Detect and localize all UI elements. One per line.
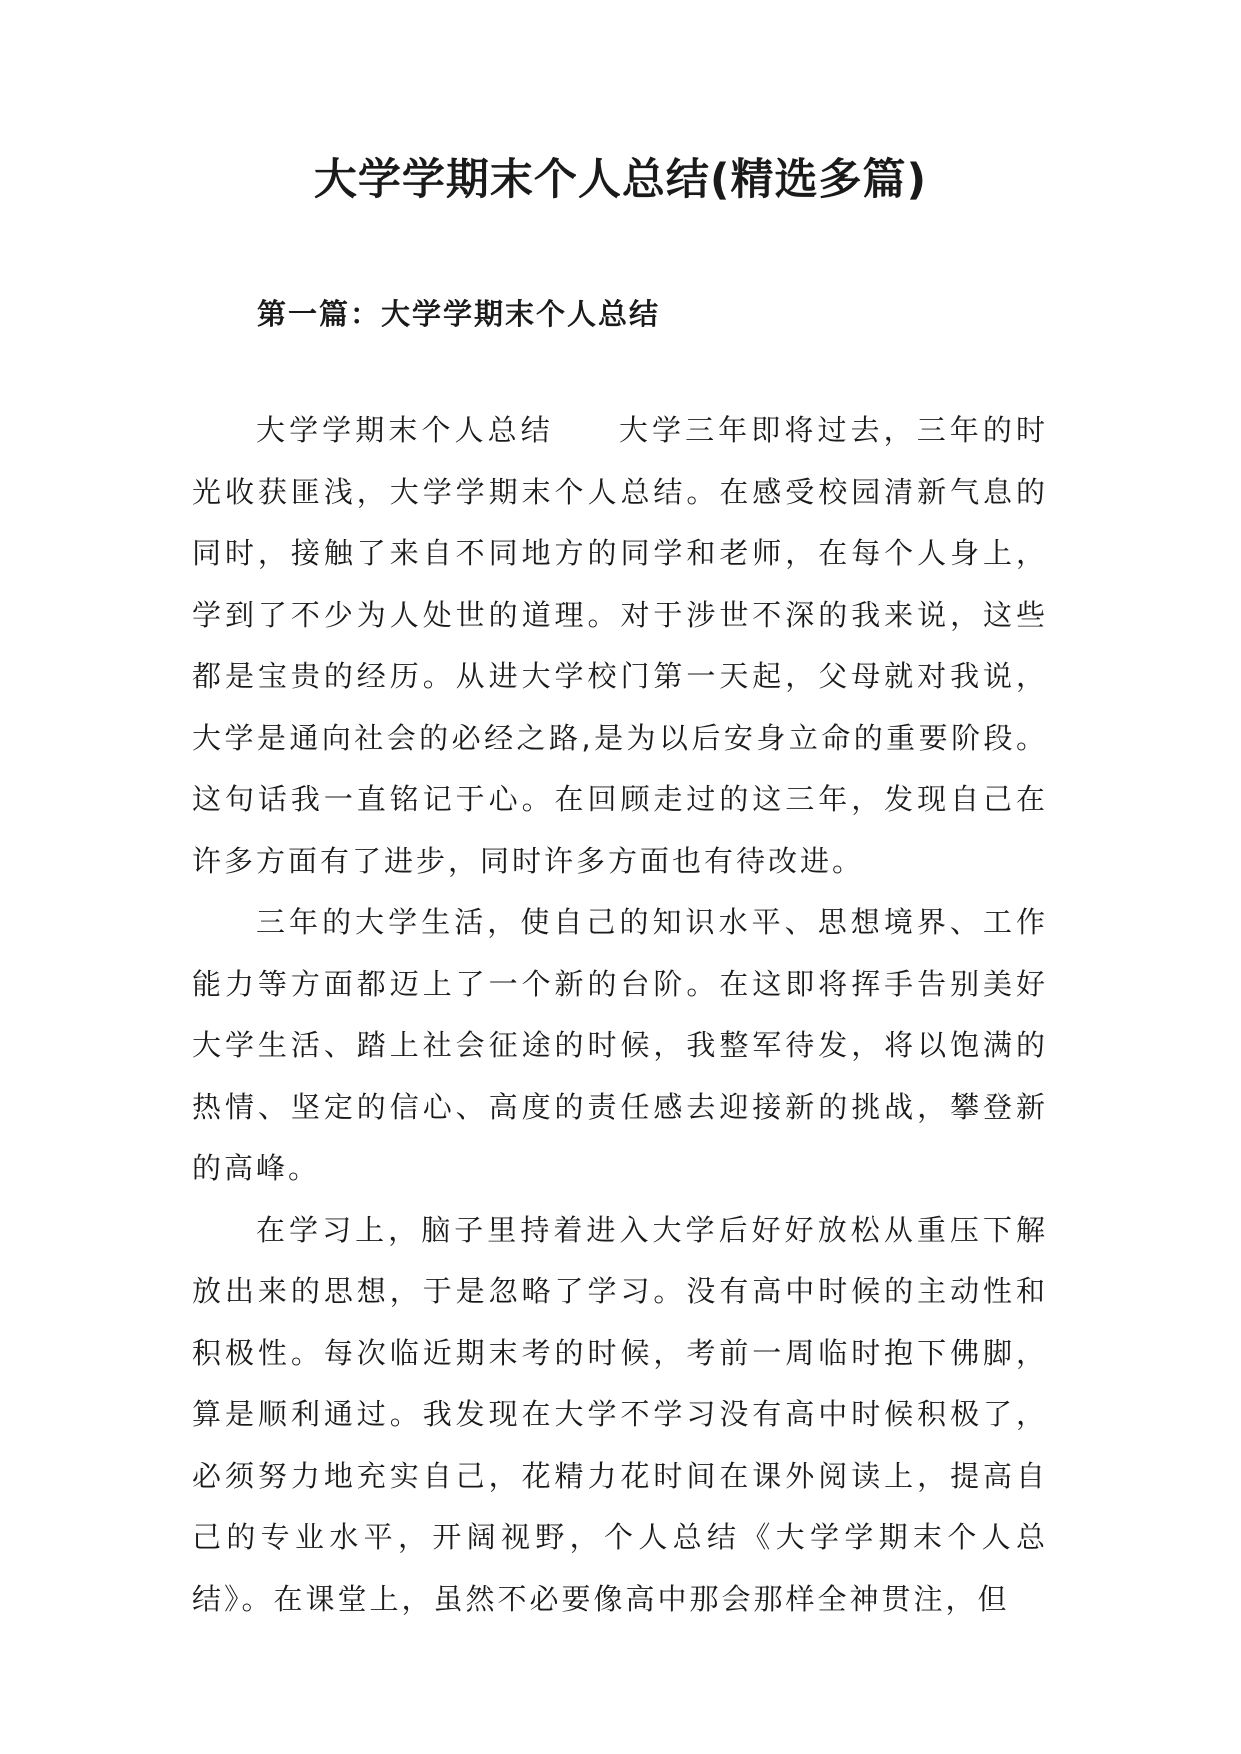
paragraph-3: 在学习上，脑子里持着进入大学后好好放松从重压下解放出来的思想，于是忽略了学习。没有高中时候的主动性和积极性。每次临近期末考的时候，考前一周临时抱下佛脚，算是顺利通过。我发现在大学不学习没有高中时候积极了，必须努力地充实自己，花精力花时间在课外阅读上，提高自己的专业水平，开阔视野，个人总结《大学学期末个人总结》。在课堂上，虽然不必要像高中那会那样全神贯注，但 [192, 1212, 1048, 1616]
paragraph-1-lead: 大学学期末个人总结 [256, 413, 554, 447]
paragraph-1 [192, 400, 1048, 892]
document-body [192, 400, 1048, 1630]
paragraph-2: 三年的大学生活，使自己的知识水平、思想境界、工作能力等方面都迈上了一个新的台阶。在这即将挥手告别美好大学生活、踏上社会征途的时候，我整军待发，将以饱满的热情、坚定的信心、高度的责任感去迎接新的挑战，攀登新的高峰。 [192, 905, 1048, 1185]
section-heading: 第一篇：大学学期末个人总结 [257, 297, 661, 331]
document-title: 大学学期末个人总结(精选多篇) [313, 155, 928, 205]
paragraph-1-text: 大学三年即将过去，三年的时光收获匪浅，大学学期末个人总结。在感受校园清新气息的同时，接触了来自不同地方的同学和老师，在每个人身上，学到了不少为人处世的道理。对于涉世不深的我来说，这些都是宝贵的经历。从进大学校门第一天起，父母就对我说，大学是通向社会的必经之路,是为以后安身立命的重要阶段。这句话我一直铭记于心。在回顾走过的这三年，发现自己在许多方面有了进步，同时许多方面也有待改进。 [192, 413, 1048, 878]
